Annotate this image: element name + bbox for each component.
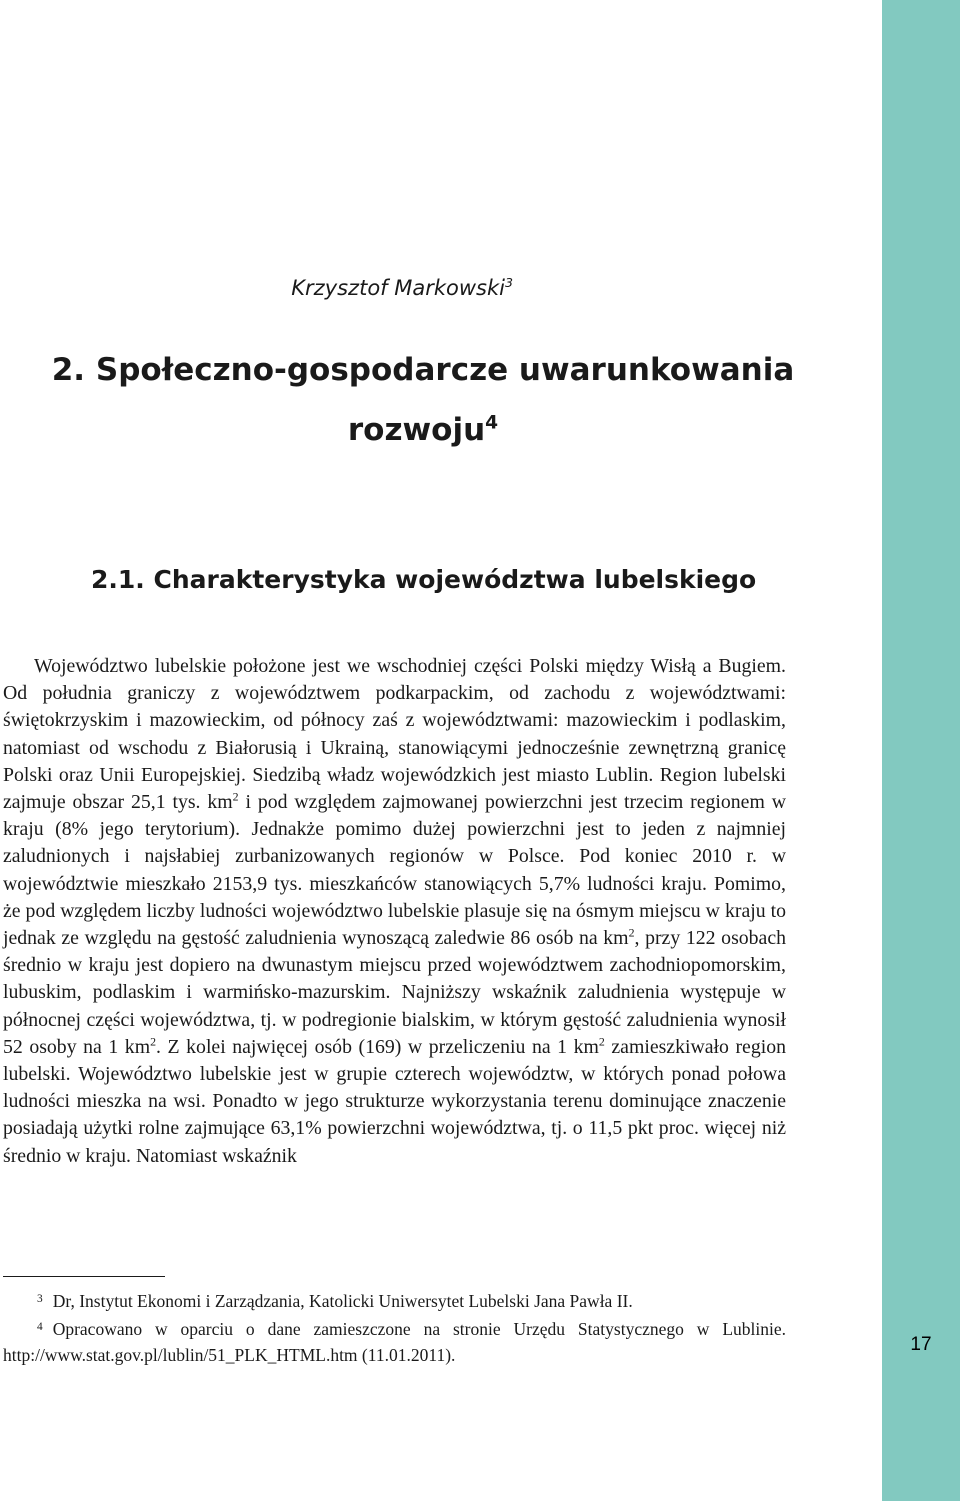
footnote-separator	[3, 1276, 165, 1277]
page-number: 17	[910, 1334, 932, 1355]
body-text-part: zamieszkiwało region lubelski. Województwo lubelskie jest w grupie czterech województw, w których ponad połowa ludności mieszka na wsi. Ponadto w jego strukturze wykorzystania terenu dominujące znaczenie posiadają użytki rolne zajmujące 63,1% powierzchni województwa, tj. o 11,5 pkt proc. więcej niż średnio w kraju. Natomiast wskaźnik	[3, 1035, 787, 1167]
footnote-3	[3, 1286, 786, 1314]
superscript: 2	[150, 1034, 157, 1049]
author-name-text: Krzysztof Markowski	[291, 276, 505, 300]
footnotes	[3, 1286, 786, 1368]
section-title: 2.1. Charakterystyka województwa lubelskiego	[91, 565, 757, 594]
footnote-text[interactable]: Opracowano w oparciu o dane zamieszczone na stronie Urzędu Statystycznego w Lublinie. http://www.stat.gov.pl/lublin/51_PLK_HTML.htm (11.01.2011).	[3, 1319, 786, 1366]
footnote-mark: 4	[37, 1321, 43, 1334]
author-name	[291, 276, 513, 300]
footnote-text: Dr, Instytut Ekonomi i Zarządzania, Katolicki Uniwersytet Lubelski Jana Pawła II.	[52, 1291, 633, 1312]
superscript: 2	[598, 1034, 605, 1049]
chapter-title	[30, 340, 816, 460]
footnote-mark: 3	[37, 1293, 43, 1305]
body-text-part: Województwo lubelskie położone jest we wschodniej części Polski między Wisłą a Bugiem. Od południa graniczy z województwem podkarpackim, od zachodu z województwami: świętokrzyskim i mazowieckim, od północy zaś z województwami: mazowieckim i podlaskim, natomiast od wschodu z Białorusią i Ukrainą, stanowiącymi jednocześnie zewnętrzną granicę Polski oraz Unii Europejskiej. Siedzibą władz wojewódzkich jest miasto Lublin. Region lubelski zajmuje obszar 25,1 tys. km	[3, 655, 786, 814]
body-paragraph	[3, 653, 786, 1170]
body-text-part: , przy 122 osobach średnio w kraju jest dopiero na dwunastym miejscu przed województwem zachodniopomorskim, lubuskim, podlaskim i warmińsko-mazurskim. Najniższy wskaźnik zaludnienia występuje w północnej części województwa, tj. w podregionie bialskim, w którym gęstość zaludnienia wynosił 52 osoby na 1 km	[3, 927, 787, 1058]
author-footnote-ref[interactable]: 3	[504, 275, 513, 290]
footnote-4	[3, 1314, 786, 1368]
superscript: 2	[232, 789, 239, 804]
chapter-footnote-ref[interactable]: 4	[485, 412, 499, 434]
body-text-part: . Z kolei najwięcej osób (169) w przeliczeniu na 1 km	[156, 1035, 599, 1058]
page-edge-accent	[882, 0, 960, 1501]
chapter-title-text: 2. Społeczno-gospodarcze uwarunkowania rozwoju	[51, 352, 795, 448]
body-text-part: i pod względem zajmowanej powierzchni jest trzecim regionem w kraju (8% jego terytorium). Jednakże pomimo dużej powierzchni jest to jeden z najmniej zaludnionych i najsłabiej zurbanizowanych regionów w Polsce. Pod koniec 2010 r. w województwie mieszkało 2153,9 tys. mieszkańców stanowiących 5,7% ludności kraju. Pomimo, że pod względem liczby ludności województwo lubelskie plasuje się na ósmym miejscu w kraju to jednak ze względu na gęstość zaludnienia wynoszącą zaledwie 86 osób na km	[3, 791, 786, 950]
superscript: 2	[628, 925, 635, 940]
